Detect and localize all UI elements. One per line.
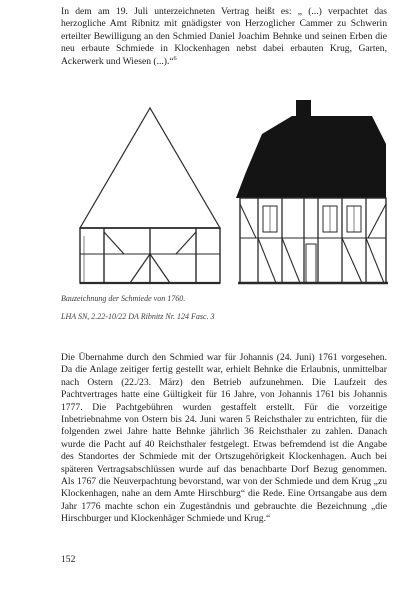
paragraph-lease-details: Die Übernahme durch den Schmied war für Johannis (24. Juni) 1761 vorgesehen. Da die Anlage zeitiger fertig gestellt war, erhielt Behnke die Erlaubnis, unmittelbar nach Ostern (22./23. März) den Betrieb aufzunehmen. Die Laufzeit des Pachtvertrages hatte eine Gültigkeit für 16 Jahre, von Johannis 1761 bis Johannis 1777. Die Pachtgebühren wurden gestaffelt erstellt. Für die vorzeitige Inbetriebnahme von Ostern bis 24. Juni waren 5 Reichsthaler zu entrichten, für die folgenden zwei Jahre hatte Behnke jährlich 36 Reichsthaler zu zahlen. Danach wurde die Pacht auf 40 Reichsthaler festgelegt. Etwas befremdend ist die Angabe des Standortes der Schmiede mit der Ortszugehörigkeit Klockenhagen. Auch bei späteren Vertragsabschlüssen wurde auf das benachbarte Dorf Bezug genommen. Als 1767 die Neuverpachtung bevorstand, war von der Schmiede und dem Krug „zu Klockenhagen, nahe an dem Amte Hirschburg“ die Rede. Eine Ortsangabe aus dem Jahr 1776 machte schon ein Zugeständnis und gebrauchte die Bezeichnung „die Hirschburger und Klockenhäger Schmiede und Krug.“ bbox=[61, 352, 387, 525]
gable-roof bbox=[80, 108, 220, 228]
side-wall bbox=[240, 198, 386, 283]
gable-elevation-drawing bbox=[80, 108, 220, 283]
side-elevation-drawing bbox=[236, 100, 388, 283]
paragraph-contract-quote: In dem am 19. Juli unterzeichneten Vertrag heißt es: „ (...) verpachtet das herzogliche Amt Ribnitz mit gnädigster von Herzoglicher Cammer zu Schwerin erteilter Bewilligung an den Schmied Daniel Joachim Behnke und seinen Erben die neu erbaute Schmiede in Klockenhagen nebst dabei erbauten Krug, Garten, Ackerwerk und Wiesen (...).“$^6$ bbox=[61, 6, 387, 67]
figure-source: LHA SN, 2.22-10/22 DA Ribnitz Nr. 124 Fasc. 3 bbox=[61, 312, 215, 321]
chimney bbox=[296, 100, 311, 118]
footnote-reference: 6 bbox=[173, 55, 177, 62]
page-number: 152 bbox=[61, 554, 76, 565]
dark-roof bbox=[236, 116, 386, 198]
figure-caption: Bauzeichnung der Schmiede von 1760. bbox=[61, 294, 186, 303]
